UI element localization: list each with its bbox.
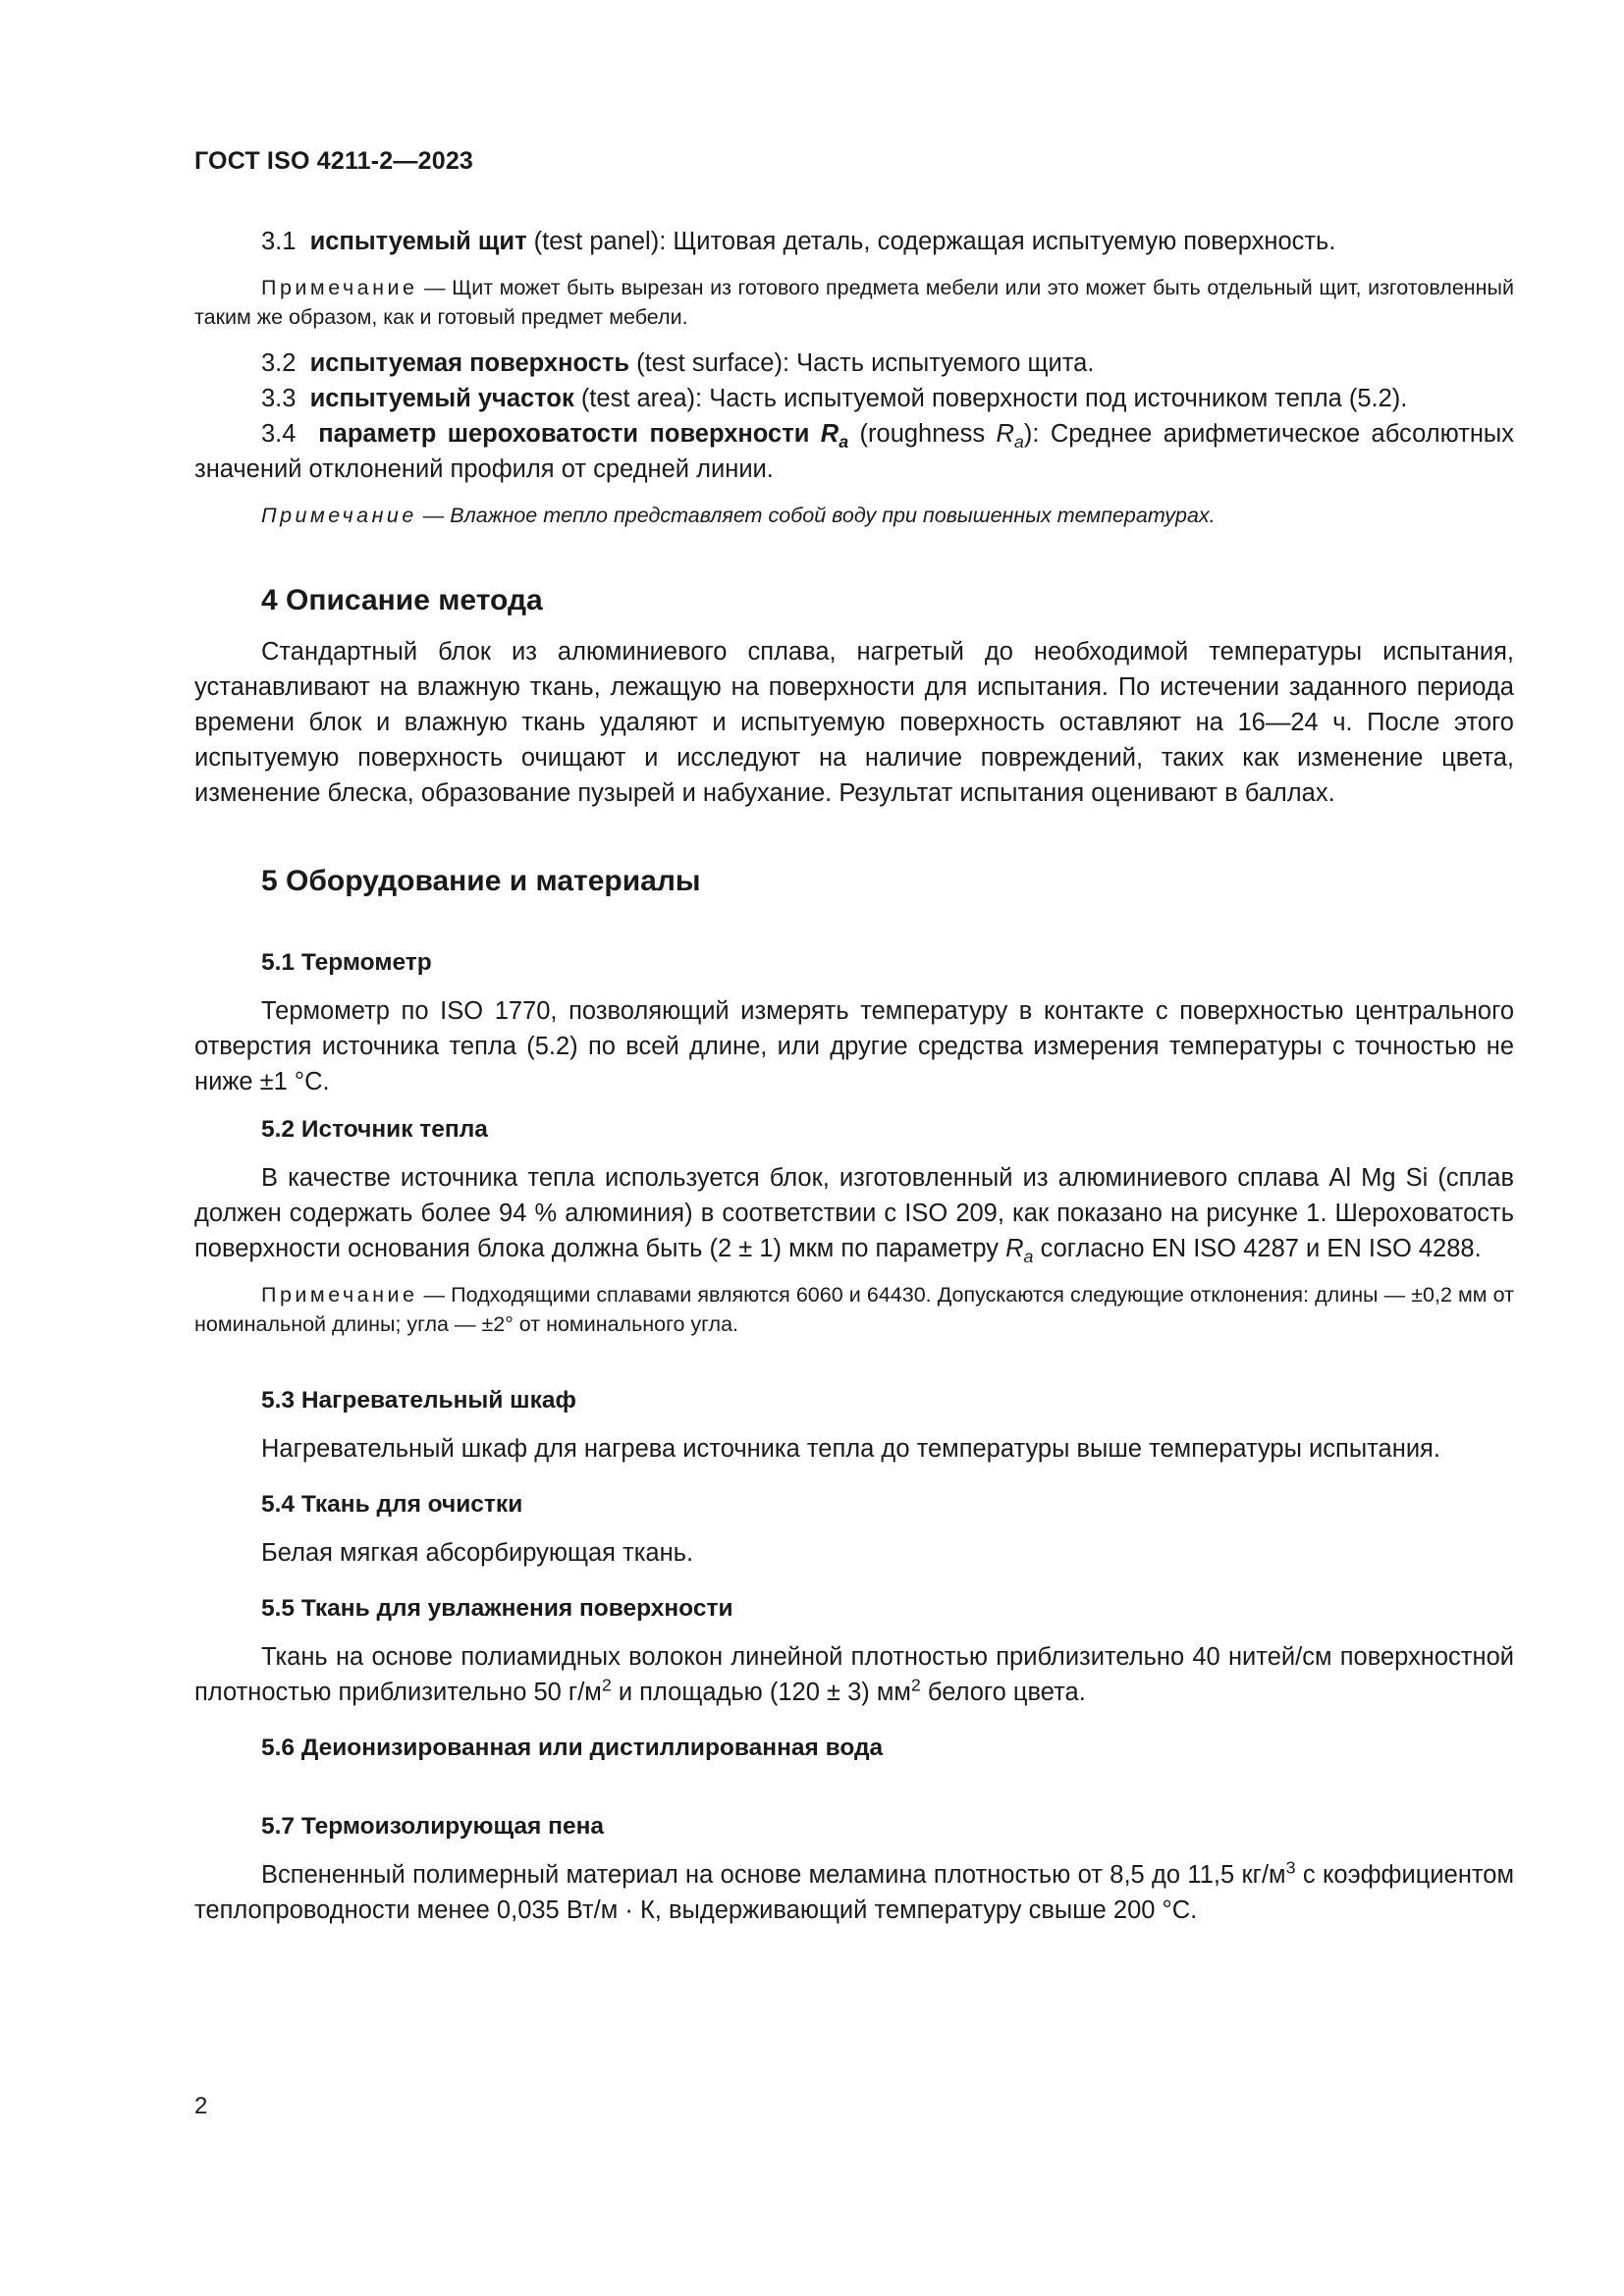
section-5-6-title: 5.6 Деионизированная или дистиллированная вода [261,1735,884,1761]
note-text: — Влажное тепло представляет собой воду при повышенных температурах. [416,504,1216,527]
term-definition: (test panel): Щитовая деталь, содержащая испытуемую поверхность. [526,228,1336,255]
section-5-7-text [194,1857,1514,1928]
section-4-text: Стандартный блок из алюминиевого сплава, нагретый до необходимой температуры испытания, устанавливают на влажную ткань, лежащую на поверхности для испытания. По истечении заданного периода времени блок и влажную ткань удаляют и испытуемую поверхность оставляют на 16—24 ч. После этого испытуемую поверхность очищают и исследуют на наличие повреждений, таких как изменение цвета, изменение блеска, образование пузырей и набухание. Результат испытания оценивают в баллах. [194,638,1514,807]
section-5-3-text: Нагревательный шкаф для нагрева источника тепла до температуры выше температуры испытания. [261,1435,1440,1463]
term-number: 3.4 [261,420,297,448]
term-symbol: R [820,420,839,448]
term-definition: ): Среднее арифметическое абсолютных значений отклонений профиля от средней линии. [194,420,1514,483]
section-4-title: 4 Описание метода [261,584,543,616]
section-5-5-text [194,1639,1514,1710]
section-5-5-text-a: Ткань на основе полиамидных волокон линейной плотностью приблизительно 40 нитей/см поверхностной плотностью приблизительно 50 г/м [194,1643,1514,1706]
note-text: — Подходящими сплавами являются 6060 и 64430. Допускаются следующие отклонения: длины — ±0,2 мм от номинальной длины; угла — ±2° от номинального угла. [194,1283,1514,1336]
section-5-3-title: 5.3 Нагревательный шкаф [261,1387,576,1414]
roughness-symbol-sub: a [1023,1247,1034,1267]
section-5-title: 5 Оборудование и материалы [261,865,701,897]
term-mid: (roughness [848,420,997,448]
section-5-7-text-a: Вспененный полимерный материал на основе меламина плотностью от 8,5 до 11,5 кг/м [261,1861,1286,1889]
note-label: Примечание [261,276,418,299]
section-5-5-text-c: белого цвета. [920,1679,1086,1706]
term-definition: (test surface): Часть испытуемого щита. [629,349,1095,377]
page-number: 2 [194,2093,208,2119]
term-name: испытуемый участок [309,385,574,412]
section-5-2-title: 5.2 Источник тепла [261,1116,488,1143]
term-name: параметр шероховатости поверхности [318,420,810,448]
term-number: 3.2 [261,349,297,377]
roughness-symbol: R [1005,1235,1024,1262]
term-symbol-2-sub: a [1013,432,1024,453]
section-5-2-text-b: согласно EN ISO 4287 и EN ISO 4288. [1033,1235,1482,1262]
term-number: 3.1 [261,228,297,255]
term-3-1 [194,224,1514,259]
section-5-2-text [194,1160,1514,1266]
term-name: испытуемая поверхность [309,349,630,377]
document-header: ГОСТ ISO 4211-2—2023 [194,147,474,175]
document-body [194,224,1514,1928]
term-symbol-2: R [996,420,1014,448]
note-3-4 [194,501,1514,530]
note-3-1 [194,273,1514,332]
section-5-5-title: 5.5 Ткань для увлажнения поверхности [261,1595,733,1622]
term-number: 3.3 [261,385,297,412]
term-name: испытуемый щит [309,228,527,255]
superscript: 2 [910,1675,921,1695]
term-3-2 [194,346,1514,381]
note-5-2 [194,1280,1514,1339]
section-5-1-text: Термометр по ISO 1770, позволяющий измерять температуру в контакте с поверхностью центрального отверстия источника тепла (5.2) по всей длине, или другие средства измерения температуры с точностью не ниже ±1 °C. [194,997,1514,1095]
section-5-7-title: 5.7 Термоизолирующая пена [261,1813,604,1840]
section-5-2-text-a: В качестве источника тепла используется блок, изготовленный из алюминиевого сплава Al Mg Si (сплав должен содержать более 94 % алюминия) в соответствии с ISO 209, как показано на рисунке 1. Шероховатость поверхности основания блока должна быть (2 ± 1) мкм по параметру [194,1164,1514,1262]
section-5-5-text-b: и площадью (120 ± 3) мм [611,1679,911,1706]
term-3-3 [194,381,1514,416]
term-3-4 [194,416,1514,487]
note-text: — Щит может быть вырезан из готового предмета мебели или это может быть отдельный щит, изготовленный таким же образом, как и готовый предмет мебели. [194,276,1514,329]
note-label: Примечание [261,504,417,527]
superscript: 3 [1285,1857,1296,1878]
section-5-7-text-b: с коэффициентом теплопроводности менее 0,035 Вт/м · К, выдерживающий температуру свыше 200 °C. [194,1861,1515,1924]
section-5-4-text: Белая мягкая абсорбирующая ткань. [261,1539,694,1567]
term-symbol-sub: a [839,432,849,453]
section-5-4-title: 5.4 Ткань для очистки [261,1491,523,1518]
term-definition: (test area): Часть испытуемой поверхности под источником тепла (5.2). [573,385,1408,412]
section-5-1-title: 5.1 Термометр [261,949,432,976]
note-label: Примечание [261,1283,418,1307]
superscript: 2 [601,1675,612,1695]
